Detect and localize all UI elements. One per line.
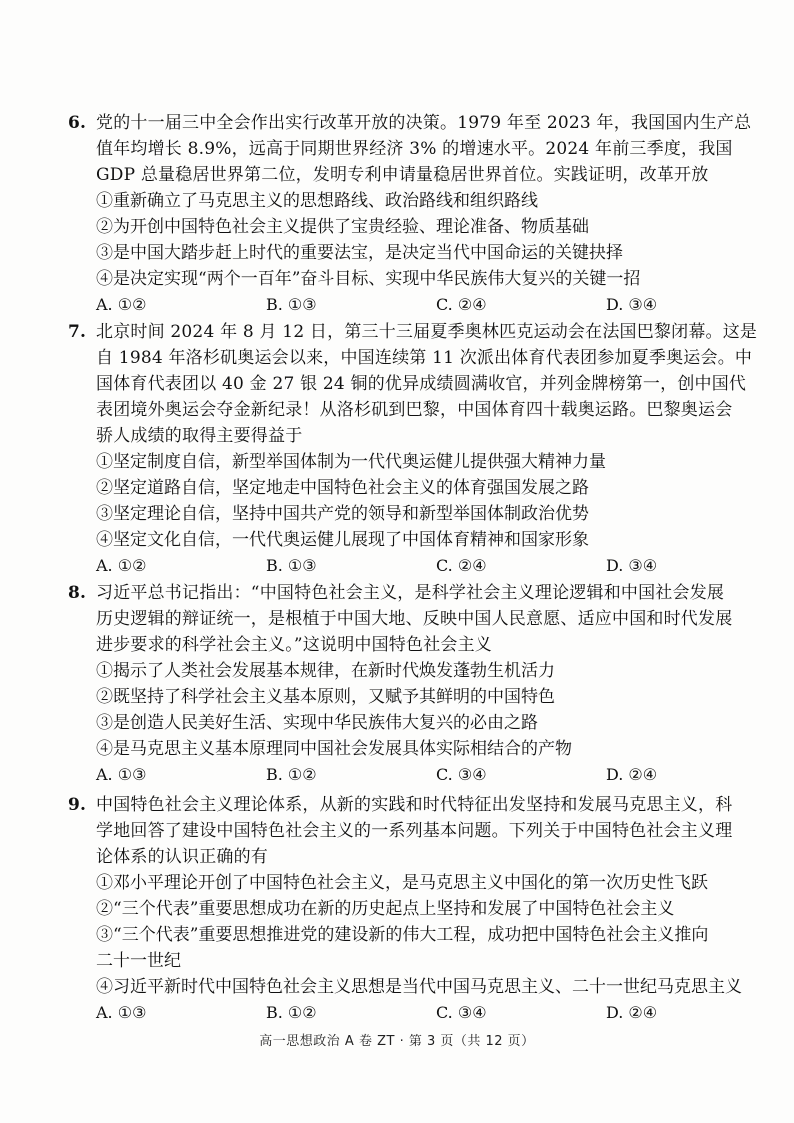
question-stem-line: 历史逻辑的辩证统一，是根植于中国大地、反映中国人民意愿、适应中国和时代发展 (96, 609, 733, 629)
statement-option: ①重新确立了马克思主义的思想路线、政治路线和组织路线 (96, 191, 538, 211)
question-8 (70, 580, 732, 788)
choice-d[interactable]: D. ②④ (606, 1003, 658, 1022)
choice-a[interactable]: A. ①③ (96, 765, 147, 784)
question-stem-line: 国体育代表团以 40 金 27 银 24 铜的优异成绩圆满收官，并列金牌榜第一，创中国代 (96, 374, 747, 394)
stem-text: 中国特色社会主义理论体系，从新的实践和时代特征出发坚持和发展马克思主义，科 (96, 795, 733, 815)
statement-option: ①邓小平理论开创了中国特色社会主义，是马克思主义中国化的第一次历史性飞跃 (96, 873, 708, 893)
answer-choices (70, 762, 732, 788)
choice-c[interactable]: C. ②④ (436, 295, 487, 314)
statement-option: ③是中国大踏步赶上时代的重要法宝，是决定当代中国命运的关键抉择 (96, 243, 623, 263)
statement-option: ③“三个代表”重要思想推进党的建设新的伟大工程，成功把中国特色社会主义推向 (96, 925, 709, 945)
page-footer: 高一思想政治 A 卷 ZT · 第 3 页（共 12 页） (259, 1034, 535, 1049)
answer-choices (70, 1000, 732, 1026)
choice-b[interactable]: B. ①② (266, 1003, 317, 1022)
choice-d[interactable]: D. ③④ (606, 295, 658, 314)
choice-b[interactable]: B. ①② (266, 765, 317, 784)
question-stem-line (68, 319, 758, 345)
choice-c[interactable]: C. ③④ (436, 765, 487, 784)
stem-text: 党的十一届三中全会作出实行改革开放的决策。1979 年至 2023 年，我国国内生产总 (96, 113, 752, 133)
choice-a[interactable]: A. ①② (96, 295, 147, 314)
statement-option: ①揭示了人类社会发展基本规律，在新时代焕发蓬勃生机活力 (96, 661, 555, 681)
question-9 (68, 792, 742, 1026)
question-number: 9. (68, 795, 87, 815)
question-7 (68, 319, 758, 579)
answer-choices (70, 553, 732, 579)
choice-a[interactable]: A. ①③ (96, 1003, 147, 1022)
stem-text: 北京时间 2024 年 8 月 12 日，第三十三届夏季奥林匹克运动会在法国巴黎闭幕。这是 (96, 322, 758, 342)
choice-d[interactable]: D. ②④ (606, 765, 658, 784)
choice-c[interactable]: C. ③④ (436, 1003, 487, 1022)
question-stem-line: 进步要求的科学社会主义。”这说明中国特色社会主义 (96, 635, 492, 655)
statement-option-continuation: 二十一世纪 (96, 951, 181, 971)
choice-d[interactable]: D. ③④ (606, 556, 658, 575)
statement-option: ②为开创中国特色社会主义提供了宝贵经验、理论准备、物质基础 (96, 217, 589, 237)
question-6 (68, 110, 752, 318)
statement-option: ②既坚持了科学社会主义基本原则，又赋予其鲜明的中国特色 (96, 687, 555, 707)
question-number: 7. (68, 322, 87, 342)
statement-option: ③坚定理论自信，坚持中国共产党的领导和新型举国体制政治优势 (96, 504, 589, 524)
choice-b[interactable]: B. ①③ (266, 295, 317, 314)
statement-option: ①坚定制度自信，新型举国体制为一代代奥运健儿提供强大精神力量 (96, 452, 606, 472)
question-stem-line: 骄人成绩的取得主要得益于 (96, 426, 303, 446)
choice-c[interactable]: C. ②④ (436, 556, 487, 575)
statement-option: ④坚定文化自信，一代代奥运健儿展现了中国体育精神和国家形象 (96, 530, 589, 550)
choice-b[interactable]: B. ①③ (266, 556, 317, 575)
question-number: 8. (68, 583, 87, 603)
question-stem-line: 论体系的认识正确的有 (96, 847, 268, 867)
question-stem-line: 自 1984 年洛杉矶奥运会以来，中国连续第 11 次派出体育代表团参加夏季奥运会。中 (96, 348, 753, 368)
statement-option: ④是决定实现“两个一百年”奋斗目标、实现中华民族伟大复兴的关键一招 (96, 269, 641, 289)
statement-option: ②“三个代表”重要思想成功在新的历史起点上坚持和发展了中国特色社会主义 (96, 899, 675, 919)
statement-option: ②坚定道路自信，坚定地走中国特色社会主义的体育强国发展之路 (96, 478, 589, 498)
statement-option: ③是创造人民美好生活、实现中华民族伟大复兴的必由之路 (96, 713, 538, 733)
question-stem-line: 学地回答了建设中国特色社会主义的一系列基本问题。下列关于中国特色社会主义理 (96, 821, 733, 841)
question-stem-line (70, 580, 732, 606)
question-number: 6. (68, 113, 87, 133)
question-stem-line (70, 792, 732, 818)
statement-option: ④习近平新时代中国特色社会主义思想是当代中国马克思主义、二十一世纪马克思主义 (96, 977, 742, 997)
choice-a[interactable]: A. ①② (96, 556, 147, 575)
question-stem-line: 值年均增长 8.9%，远高于同期世界经济 3% 的增速水平。2024 年前三季度，我国 (96, 139, 733, 159)
question-stem-line (68, 110, 752, 136)
stem-text: 习近平总书记指出：“中国特色社会主义，是科学社会主义理论逻辑和中国社会发展 (96, 583, 725, 603)
question-stem-line: 表团境外奥运会夺金新纪录！从洛杉矶到巴黎，中国体育四十载奥运路。巴黎奥运会 (96, 400, 733, 420)
statement-option: ④是马克思主义基本原理同中国社会发展具体实际相结合的产物 (96, 739, 572, 759)
question-stem-line: GDP 总量稳居世界第二位，发明专利申请量稳居世界首位。实践证明，改革开放 (96, 165, 709, 185)
answer-choices (70, 292, 732, 318)
